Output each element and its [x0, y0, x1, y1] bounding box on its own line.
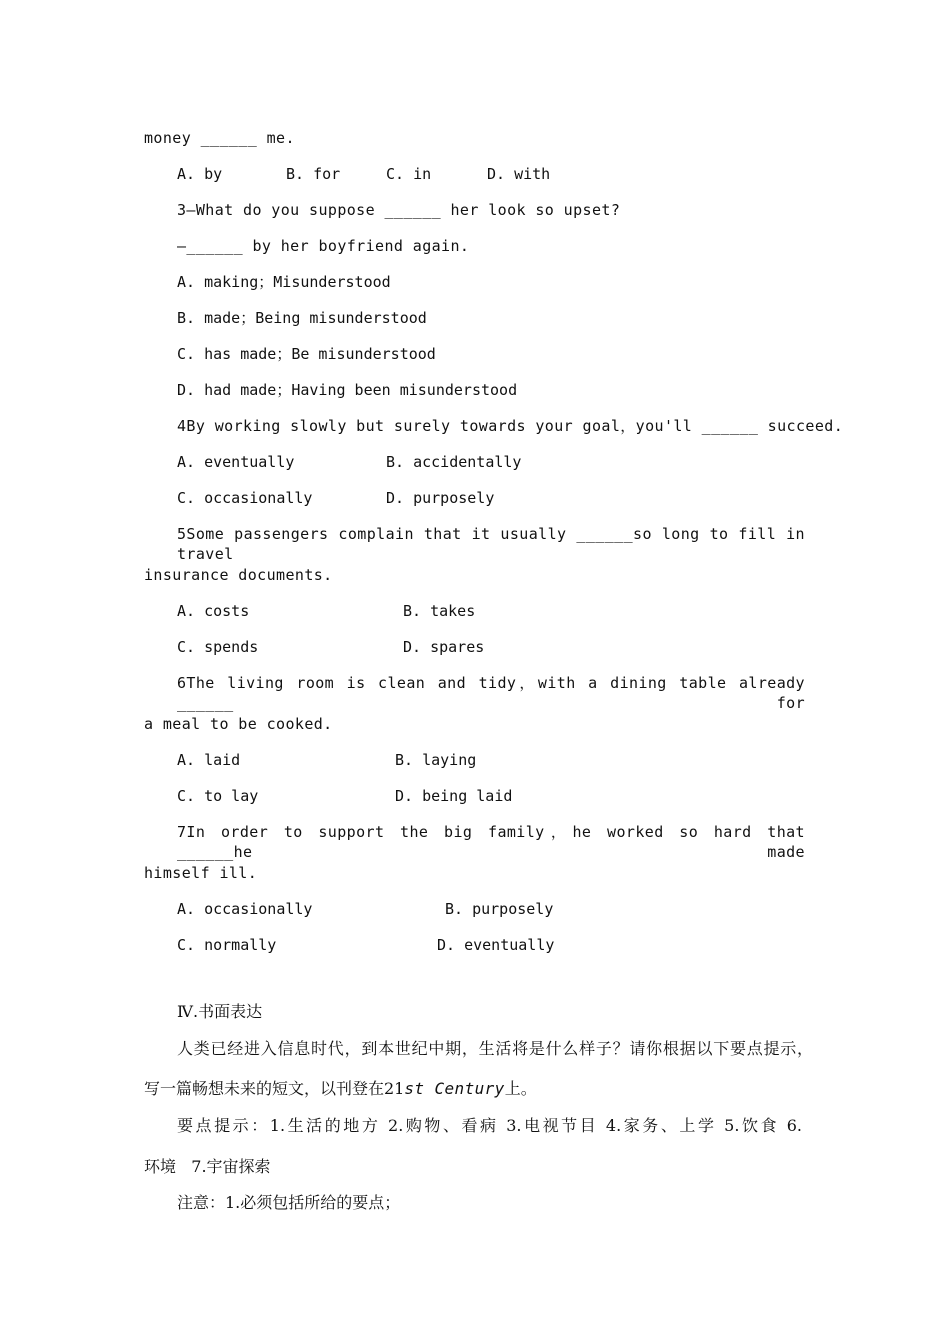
- q2-option-d: D. with: [487, 165, 551, 183]
- q5-option-a: A. costs: [177, 602, 250, 620]
- q4-stem: 4By working slowly but surely towards your goal，you'll ______ succeed.: [177, 417, 844, 435]
- q4-option-d: D. purposely: [386, 489, 495, 507]
- q3-option-a: A. making；Misunderstood: [177, 273, 391, 291]
- q6-option-c: C. to lay: [177, 787, 259, 805]
- q5-option-b: B. takes: [403, 602, 476, 620]
- q5-option-c: C. spends: [177, 638, 259, 656]
- writing-prompt-line2-after: 上。: [504, 1079, 537, 1098]
- q7-option-a: A. occasionally: [177, 900, 313, 918]
- q4-option-b: B. accidentally: [386, 453, 522, 471]
- q2-stem-tail: money ______ me.: [144, 129, 295, 147]
- q7-stem-line2: himself ill.: [144, 864, 258, 882]
- q2-option-c: C. in: [386, 165, 432, 183]
- q5-stem-line2: insurance documents.: [144, 566, 333, 584]
- writing-points-line1: 要点提示：1.生活的地方 2.购物、看病 3.电视节目 4.家务、上学 5.饮食 6.: [177, 1116, 802, 1135]
- writing-prompt-line1: 人类已经进入信息时代，到本世纪中期，生活将是什么样子？请你根据以下要点提示，: [177, 1039, 813, 1058]
- q5-stem-line1: 5Some passengers complain that it usually ______so long to fill in travel: [177, 525, 805, 563]
- q6-stem-line1: 6The living room is clean and tidy，with a dining table already ______ for: [177, 674, 805, 712]
- q7-stem-line1: 7In order to support the big family，he worked so hard that ______he made: [177, 823, 805, 861]
- q2-option-a: A. by: [177, 165, 223, 183]
- q6-option-d: D. being laid: [395, 787, 513, 805]
- q3-reply: —______ by her boyfriend again.: [177, 237, 470, 255]
- writing-prompt-line2: [144, 1079, 537, 1099]
- q3-option-d: D. had made；Having been misunderstood: [177, 381, 518, 399]
- q5-option-d: D. spares: [403, 638, 485, 656]
- q4-option-c: C. occasionally: [177, 489, 313, 507]
- q3-option-b: B. made；Being misunderstood: [177, 309, 427, 327]
- section-heading-writing: Ⅳ.书面表达: [177, 1002, 263, 1021]
- q6-stem-line2: a meal to be cooked.: [144, 715, 333, 733]
- writing-prompt-line2-italic: st Century: [404, 1079, 505, 1098]
- q7-option-d: D. eventually: [437, 936, 555, 954]
- q7-option-b: B. purposely: [445, 900, 554, 918]
- writing-note: 注意：1.必须包括所给的要点；: [177, 1193, 401, 1212]
- q2-option-b: B. for: [286, 165, 341, 183]
- q7-option-c: C. normally: [177, 936, 277, 954]
- q6-option-a: A. laid: [177, 751, 241, 769]
- writing-prompt-line2-before: 写一篇畅想未来的短文，以刊登在21: [144, 1079, 405, 1098]
- q6-option-b: B. laying: [395, 751, 477, 769]
- q3-stem: 3—What do you suppose ______ her look so upset?: [177, 201, 621, 219]
- q3-option-c: C. has made；Be misunderstood: [177, 345, 436, 363]
- writing-points-line2: 环境 7.宇宙探索: [144, 1157, 271, 1176]
- q4-option-a: A. eventually: [177, 453, 295, 471]
